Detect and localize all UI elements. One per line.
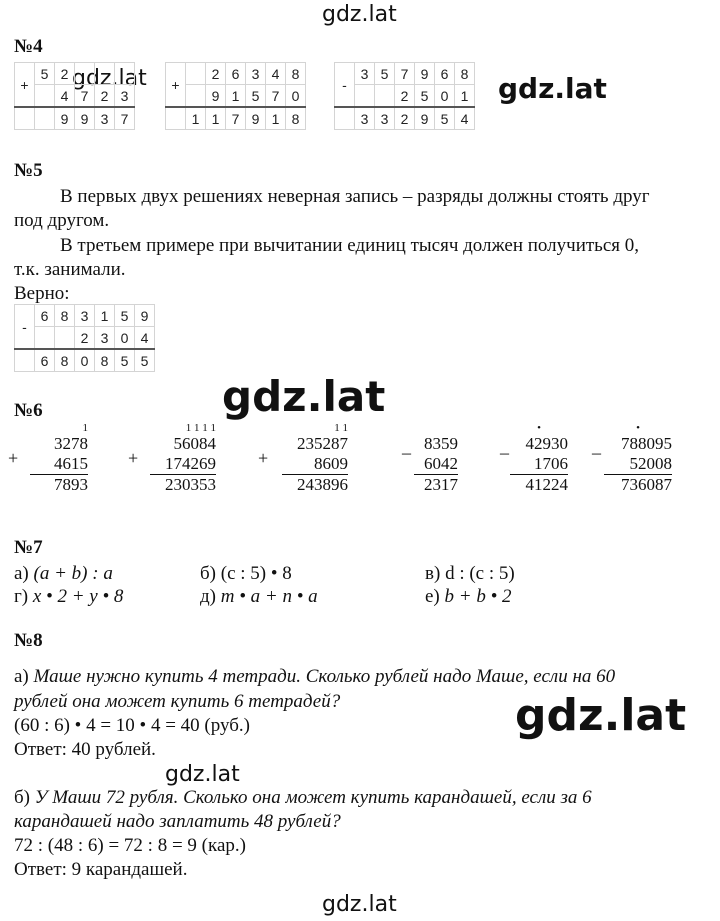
task5-grid [14,304,155,372]
minus-sign: - [15,305,35,350]
item-label: в) [425,563,441,584]
operand: 1706 [510,454,568,475]
digit: 2 [75,327,95,350]
digit: 3 [95,327,115,350]
digit: 2 [206,63,226,85]
result: 41224 [525,475,568,494]
digit [355,85,375,108]
problem-b-question [14,809,341,834]
expression-g [14,584,123,609]
paragraph: т.к. занимали. [14,259,126,280]
digit: 9 [206,85,226,108]
expression-a [14,561,113,586]
digit [55,327,75,350]
digit: 8 [286,63,306,85]
question-text: У Маши 72 рубля. Сколько она может купить карандашей, если за 6 [34,787,592,808]
item-label: а) [14,563,29,584]
operand: 235287 [297,434,348,453]
operand: 42930 [525,434,568,453]
digit [115,63,135,85]
carry-marks [414,422,458,434]
digit: 6 [35,305,55,327]
item-label: е) [425,586,440,607]
item-label: б) [200,563,216,584]
digit [35,327,55,350]
digit [75,63,95,85]
digit: 5 [135,349,155,372]
digit [95,63,115,85]
plus-sign: + [258,448,269,468]
digit: 7 [226,107,246,130]
column-subtraction [414,422,458,495]
problem-b-answer: Ответ: 9 карандашей. [14,859,188,880]
task4-grid-1 [14,62,135,130]
minus-sign: _ [592,436,601,456]
task5-heading: №5 [14,160,43,181]
paragraph: В первых двух решениях неверная запись – разряды должны стоять друг [60,186,650,207]
question-text: рублей она может купить 6 тетрадей? [14,691,341,712]
digit: 2 [95,85,115,108]
problem-b-question [14,785,592,810]
minus-sign: - [335,63,355,108]
column-addition [150,422,216,495]
item-label: д) [200,586,216,607]
digit: 8 [55,349,75,372]
digit: 4 [455,107,475,130]
digit: 5 [115,305,135,327]
operand: 174269 [150,454,216,475]
digit: 4 [55,85,75,108]
operand: 788095 [621,434,672,453]
paragraph: под другом. [14,210,110,231]
digit: 5 [375,63,395,85]
expression: (c : 5) • 8 [220,563,292,584]
digit: 9 [55,107,75,130]
digit: 8 [286,107,306,130]
plus-sign: + [8,448,19,468]
digit: 5 [246,85,266,108]
digit: 5 [435,107,455,130]
item-label: а) [14,666,29,687]
column-addition [30,422,88,495]
task8-heading: №8 [14,630,43,651]
minus-sign: _ [402,436,411,456]
carry-marks: 1 1 [334,422,348,434]
problem-a-question [14,664,615,689]
item-label: г) [14,586,29,607]
result: 243896 [297,475,348,494]
expression-e [425,584,512,609]
digit [35,107,55,130]
expression: d : (c : 5) [445,563,515,584]
digit: 0 [435,85,455,108]
plus-sign: + [166,63,186,108]
digit: 0 [115,327,135,350]
operand: 3278 [54,434,88,453]
question-text: карандашей надо заплатить 48 рублей? [14,811,341,832]
column-subtraction [604,422,672,495]
carry-marks: 1 [82,422,88,434]
digit: 8 [455,63,475,85]
task7-heading: №7 [14,537,43,558]
digit: 1 [455,85,475,108]
digit [186,63,206,85]
question-text: Маше нужно купить 4 тетради. Сколько рублей надо Маше, если на 60 [33,666,616,687]
operand: 4615 [30,454,88,475]
plus-sign: + [128,448,139,468]
problem-a-calculation: (60 : 6) • 4 = 10 • 4 = 40 (руб.) [14,715,250,736]
digit: 1 [95,305,115,327]
digit: 9 [415,107,435,130]
column-addition [282,422,348,495]
watermark: gdz.lat [515,690,687,741]
result: 2317 [424,475,458,494]
digit: 7 [115,107,135,130]
plus-sign: + [15,63,35,108]
digit [186,85,206,108]
expression: x • 2 + y • 8 [32,586,124,607]
digit: 6 [435,63,455,85]
digit: 3 [75,305,95,327]
digit: 7 [395,63,415,85]
task6-heading: №6 [14,400,43,421]
operand: 56084 [173,434,216,453]
carry-marks: 1 1 1 1 [185,422,216,434]
problem-b-calculation: 72 : (48 : 6) = 72 : 8 = 9 (кар.) [14,835,246,856]
operand: 8609 [282,454,348,475]
digit: 3 [355,107,375,130]
digit: 7 [266,85,286,108]
expression: b + b • 2 [444,586,512,607]
digit: 3 [375,107,395,130]
digit: 9 [135,305,155,327]
borrow-dot: • [537,422,541,434]
digit: 5 [35,63,55,85]
problem-a-question [14,689,340,714]
result: 230353 [165,475,216,494]
digit: 6 [226,63,246,85]
watermark: gdz.lat [222,372,386,421]
digit: 8 [55,305,75,327]
problem-a-answer: Ответ: 40 рублей. [14,739,156,760]
digit: 2 [395,107,415,130]
digit: 2 [395,85,415,108]
digit: 9 [246,107,266,130]
watermark: gdz.lat [498,72,607,105]
expression-d [200,584,318,609]
minus-sign: _ [500,436,509,456]
digit: 7 [75,85,95,108]
correct-label: Верно: [14,283,70,304]
digit: 0 [286,85,306,108]
digit: 5 [415,85,435,108]
digit: 1 [186,107,206,130]
digit: 8 [95,349,115,372]
digit: 4 [266,63,286,85]
watermark: gdz.lat [322,2,397,27]
digit: 1 [226,85,246,108]
task4-grid-2 [165,62,306,130]
digit: 6 [35,349,55,372]
digit: 2 [55,63,75,85]
task4-heading: №4 [14,36,43,57]
digit: 1 [266,107,286,130]
digit: 3 [95,107,115,130]
borrow-dot: • [636,422,640,434]
digit [35,85,55,108]
digit [375,85,395,108]
digit: 4 [135,327,155,350]
expression: m • a + n • a [220,586,318,607]
watermark: gdz.lat [322,892,397,917]
digit: 3 [246,63,266,85]
result: 736087 [621,475,672,494]
result: 7893 [54,475,88,494]
watermark: gdz.lat [72,66,147,91]
digit: 5 [115,349,135,372]
operand: 52008 [604,454,672,475]
expression-b [200,561,292,586]
digit: 0 [75,349,95,372]
task4-grid-3 [334,62,475,130]
digit: 1 [206,107,226,130]
operand: 8359 [424,434,458,453]
expression-v [425,561,515,586]
operand: 6042 [414,454,458,475]
paragraph: В третьем примере при вычитании единиц тысяч должен получиться 0, [60,235,640,256]
digit: 9 [75,107,95,130]
digit: 3 [115,85,135,108]
column-subtraction [510,422,568,495]
item-label: б) [14,787,30,808]
watermark: gdz.lat [165,762,240,787]
digit: 9 [415,63,435,85]
expression: (a + b) : a [33,563,113,584]
digit: 3 [355,63,375,85]
